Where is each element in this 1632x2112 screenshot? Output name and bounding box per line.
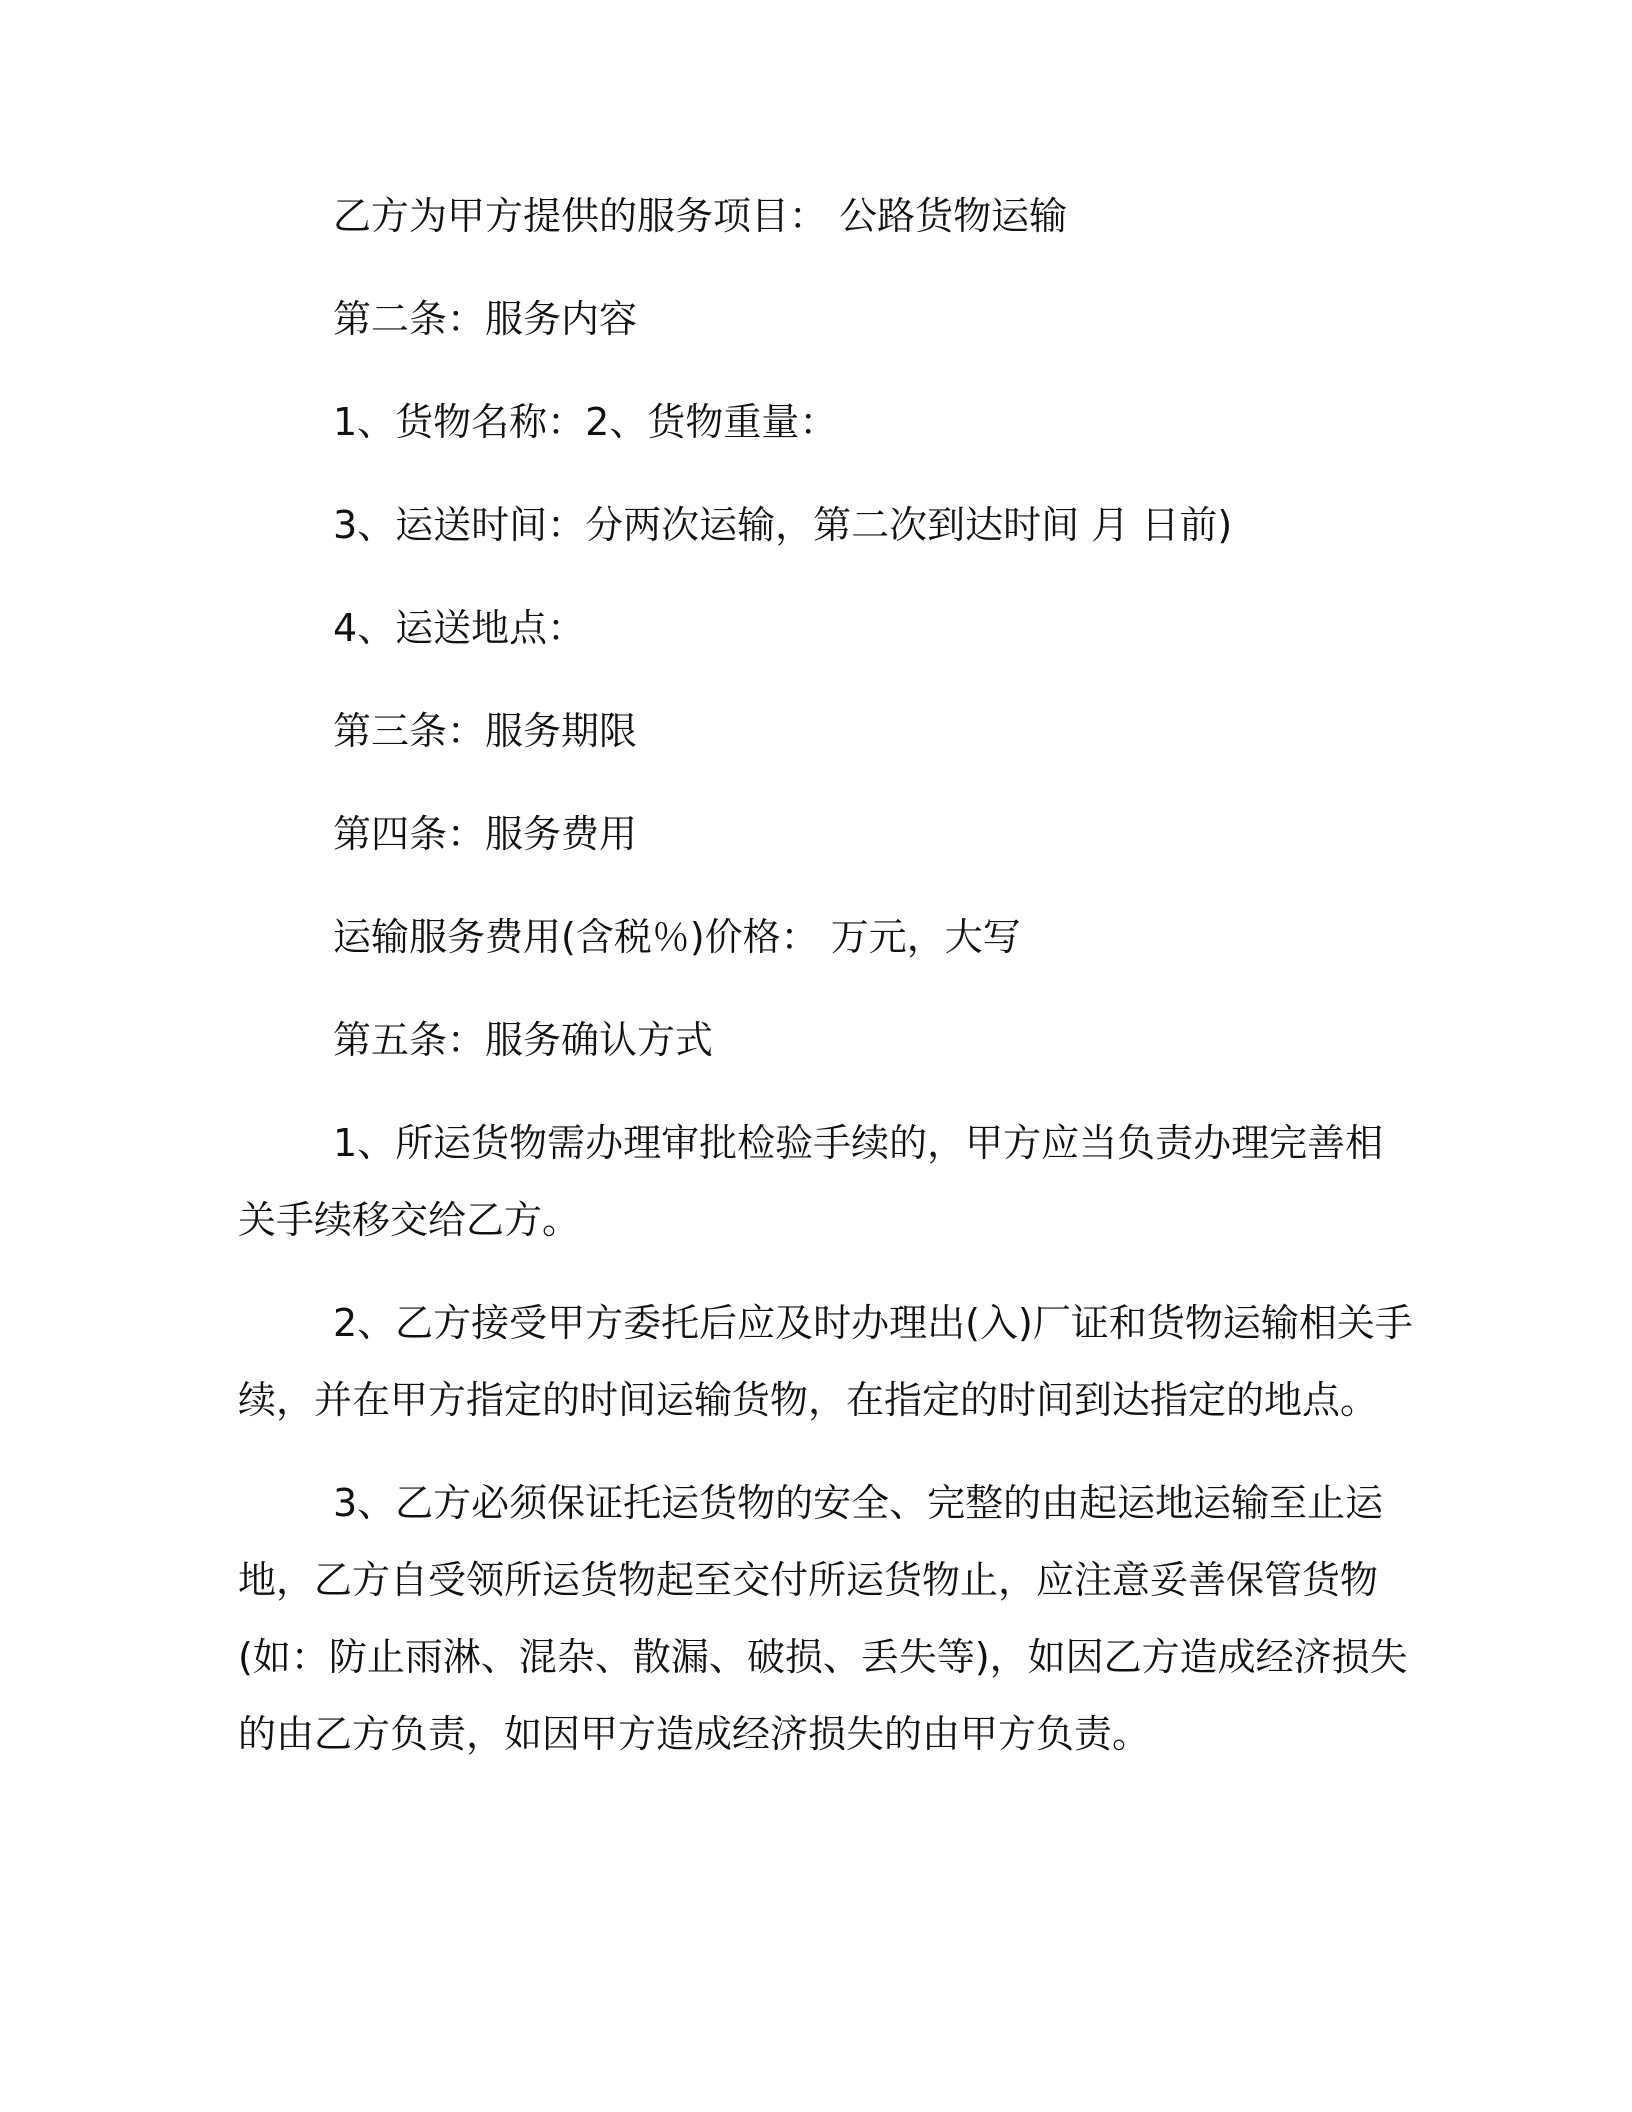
service-item-line: 乙方为甲方提供的服务项目： 公路货物运输 xyxy=(333,194,1068,238)
paragraph-line: 1、所运货物需办理审批检验手续的，甲方应当负责办理完善相 xyxy=(333,1121,1384,1165)
paragraph-line: 地，乙方自受领所运货物起至交付所运货物止，应注意妥善保管货物 xyxy=(238,1558,1379,1602)
paragraph-line: 3、乙方必须保证托运货物的安全、完整的由起运地运输至止运 xyxy=(333,1481,1384,1525)
article-3-heading: 第三条：服务期限 xyxy=(333,709,638,753)
paragraph-line: 的由乙方负责，如因甲方造成经济损失的由甲方负责。 xyxy=(238,1712,1151,1756)
clause-2-paragraph xyxy=(238,1297,1413,1426)
paragraph-line: (如：防止雨淋、混杂、散漏、破损、丢失等)，如因乙方造成经济损失 xyxy=(238,1635,1408,1679)
article-2-heading: 第二条：服务内容 xyxy=(333,297,638,341)
paragraph-line: 续，并在甲方指定的时间运输货物，在指定的时间到达指定的地点。 xyxy=(238,1378,1379,1422)
clause-1-paragraph xyxy=(238,1117,1388,1246)
delivery-time-line: 3、运送时间：分两次运输，第二次到达时间 月 日前) xyxy=(333,503,1233,547)
article-5-heading: 第五条：服务确认方式 xyxy=(333,1018,714,1062)
delivery-location-line: 4、运送地点： xyxy=(333,606,586,650)
cargo-name-weight-line: 1、货物名称：2、货物重量： xyxy=(333,400,838,444)
clause-3-paragraph xyxy=(238,1477,1408,1760)
paragraph-line: 关手续移交给乙方。 xyxy=(238,1198,581,1242)
service-fee-line: 运输服务费用(含税％)价格： 万元，大写 xyxy=(333,915,1021,959)
article-4-heading: 第四条：服务费用 xyxy=(333,812,638,856)
paragraph-line: 2、乙方接受甲方委托后应及时办理出(入)厂证和货物运输相关手 xyxy=(333,1301,1413,1345)
